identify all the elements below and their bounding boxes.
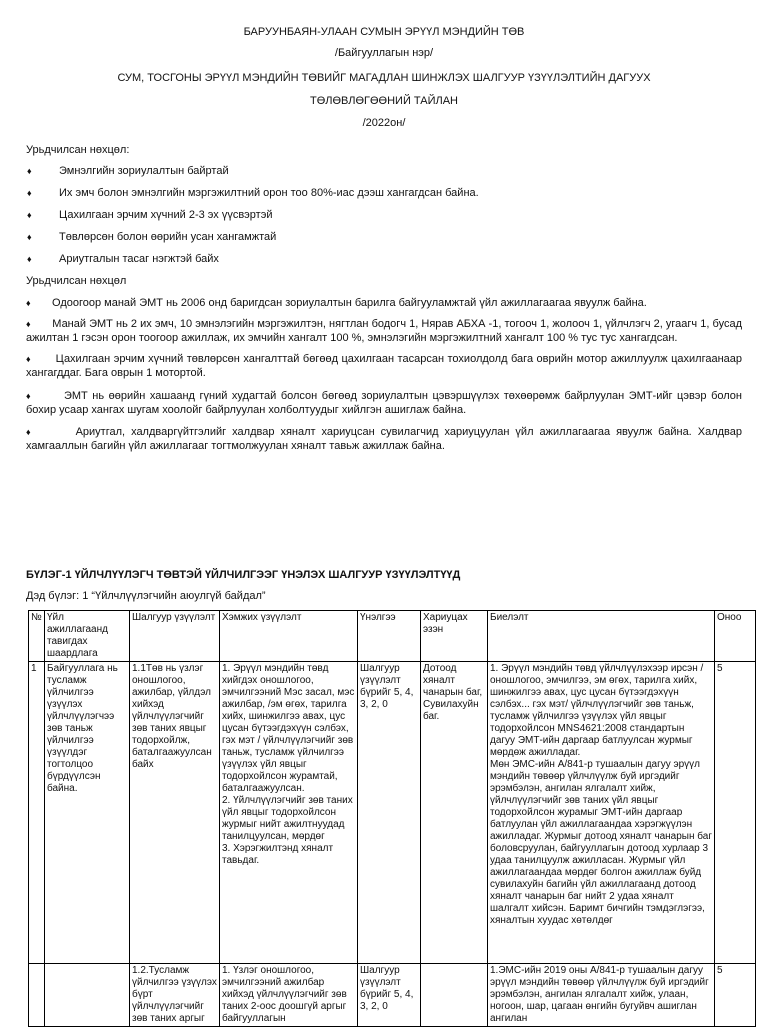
col-header-criteria: Шалгуур үзүүлэлт <box>130 611 220 662</box>
section-title: БҮЛЭГ-1 ҮЙЛЧЛҮҮЛЭГЧ ТӨВТЭЙ ҮЙЛЧИЛГЭЭГ ҮНЭЛЭХ ШАЛГУУР ҮЗҮҮЛЭЛТҮҮД <box>26 569 461 581</box>
bullet-icon: ♦ <box>27 232 32 242</box>
prereq2-item: Манай ЭМТ нь 2 их эмч, 10 эмнэлэгийн мэргэжилтэн, нягтлан бодогч 1, Нярав АБХА -1, тогооч 1, жолооч 1, үйлчлэгч 2, угаагч 1, бусад ажилтан 1 гэсэн орон тоогоор ажиллаж, их эмчийн хангалт 100 %, эмнэлэгийн мэргэжилтний хангалт 100 % тус тус хангагдсан. <box>26 318 742 344</box>
col-header-owner: Хариуцах эзэн <box>421 611 488 662</box>
col-header-score: Оноо <box>715 611 756 662</box>
prereq2-item: Одоогоор манай ЭМТ нь 2006 онд баригдсан зориулалтын барилга байгууламжтай үйл ажиллагаагаа явуулж байна. <box>52 297 647 309</box>
prereq2-title: Урьдчилсан нөхцөл <box>26 275 127 287</box>
prereq2-paragraph <box>26 352 742 380</box>
row-number: 1 <box>29 662 45 964</box>
row-rating: Шалгуур үзүүлэлт бүрийг 5, 4, 3, 2, 0 <box>358 964 421 1027</box>
row-requirement: Байгууллага нь тусламж үйлчилгээ үзүүлэх үйлчлүүлэгчээ зөв таньж үйлчилгээ үзүүлдэг тогтолцоо бүрдүүлсэн байна. <box>45 662 130 964</box>
prereq2-item: Цахилгаан эрчим хүчний төвлөрсөн хангалттай бөгөөд цахилгаан тасарсан тохиолдолд бага оврийн мотор ажиллуулж цахилгаанаар хангагддаг. Бага оврын 1 мотортой. <box>26 353 742 379</box>
prereq2-paragraph <box>26 389 742 417</box>
col-header-requirement: Үйл ажиллагаанд тавигдах шаардлага <box>45 611 130 662</box>
prereq-item: Эмнэлгийн зориулалтын байртай <box>59 165 229 177</box>
row-result: 1. Эрүүл мэндийн төвд үйлчлүүлэхээр ирсэн /оношлогоо, эмчилгээ, эм өгөх, тарилга хийх, шинжилгээ авах, цус цусан бүтээгдэхүүн сэлбэх... гэх мэт/ үйлчлүүлэгчийг зөв таньж, тусламж үйлчилгээ үзүүлэх үйл явцыг тодорхойлсон MNS4621:2008 стандартын дагуу ЭМТ-ийн даргаар батлуулсан журмыг мөрдөж ажилладаг. Мөн ЭМС-ийн А/841-р тушаалын дагуу эрүүл мэндийн төвөөр үйлчлүүлж буй иргэдийг эрэмбэлэн, ангилан ялгалалт хийж, үйлчлүүлэгчийг зөв таних үйл явцыг тодорхойлсон журамыг ЭМТ-ийн даргаар батлуулан үйл ажиллагаандаа хэрэгжүүлэн ажилладаг. Журмыг дотоод хяналт чанарын баг боловсруулан, байгууллагын дотоод хурлаар 3 удаа танилцуулж ажилласан. Журмыг үйл ажиллагаандаа мөрдөг болгон ажиллаж буйд сувилахуйн багийн үйл ажиллагаанд дотоод хяналт чанарын баг нийт 2 удаа хяналт шалгалт хийсэн. Баримт бичгийн тэмдэглэгээ, хяналтын хуудас хөтөлдөг <box>490 663 712 926</box>
table-row <box>29 662 756 964</box>
row-result: 1.ЭМС-ийн 2019 оны А/841-р тушаалын дагуу эрүүл мэндийн төвөөр үйлчлүүлж буй иргэдийг эрэмбэлэн, ангилан ялгалалт хийж, улаан, ногоон, шар, цагаан өнгийн бугуйвч ашиглан ангилан <box>488 964 715 1027</box>
prereq2-item: ЭМТ нь өөрийн хашаанд гүний худагтай болсон бөгөөд зориулалтын цэвэршүүлэх төхөөрөмж байрлуулан ЭМТ-ийг цэвэр болон бохир усаар хангах шугам хоолойг байрлуулан холболтуудыг хийлгэн ашиглаж байна. <box>26 390 742 416</box>
bullet-icon: ♦ <box>27 210 32 220</box>
section-subtitle: Дэд бүлэг: 1 “Үйлчлүүлэгчийн аюулгүй байдал” <box>26 590 266 602</box>
report-year: /2022он/ <box>362 117 406 129</box>
col-header-rating: Үнэлгээ <box>358 611 421 662</box>
prereq2-item: Ариутгал, халдваргүйтгэлийг халдвар хяналт хариуцсан сувилагчид хариуцуулан үйл ажиллагаагаа явуулж байна. Халдвар хамгааллын багийн үйл ажиллагааг тогтмолжуулан хяналт тавьж ажиллаж байна. <box>26 426 742 452</box>
row-criteria: 1.2.Тусламж үйлчилгээ үзүүлэх бүрт үйлчлүүлэгчийг зөв таних аргыг <box>130 964 220 1027</box>
row-requirement <box>45 964 130 1027</box>
row-owner: Дотоод хяналт чанарын баг, Сувилахуйн баг. <box>421 662 488 964</box>
prereq-item: Цахилгаан эрчим хүчний 2-3 эх үүсвэртэй <box>59 209 273 221</box>
row-score: 5 <box>715 964 756 1027</box>
row-measure: 1. Үзлэг оношлогоо, эмчилгээний ажилбар хийхэд үйлчлүүлэгчийг зөв таних 2-оос доошгүй аргыг байгууллагын <box>220 964 358 1027</box>
report-title-line-1: СУМ, ТОСГОНЫ ЭРҮҮЛ МЭНДИЙН ТӨВИЙГ МАГАДЛАН ШИНЖЛЭХ ШАЛГУУР ҮЗҮҮЛЭЛТИЙН ДАГУУХ <box>117 72 651 84</box>
row-rating: Шалгуур үзүүлэлт бүрийг 5, 4, 3, 2, 0 <box>358 662 421 964</box>
prereq-item: Ариутгалын тасаг нэгжтэй байх <box>59 253 219 265</box>
table-header-row <box>29 611 756 662</box>
prereq-title: Урьдчилсан нөхцөл: <box>26 144 130 156</box>
col-header-measure: Хэмжих үзүүлэлт <box>220 611 358 662</box>
org-subtitle: /Байгууллагын нэр/ <box>334 47 434 59</box>
prereq2-paragraph <box>26 296 742 310</box>
row-owner <box>421 964 488 1027</box>
bullet-icon: ♦ <box>27 188 32 198</box>
bullet-icon: ♦ <box>26 391 33 401</box>
row-criteria: 1.1Төв нь үзлэг оношлогоо, ажилбар, үйлдэл хийхэд үйлчлүүлэгчийг зөв таних явцыг тодорхойлж, баталгаажуулсан байх <box>130 662 220 964</box>
prereq-item: Төвлөрсөн болон өөрийн усан хангамжтай <box>59 231 277 243</box>
bullet-icon: ♦ <box>26 427 34 437</box>
bullet-icon: ♦ <box>26 298 31 308</box>
org-title: БАРУУНБАЯН-УЛААН СУМЫН ЭРҮҮЛ МЭНДИЙН ТӨВ <box>243 26 525 38</box>
bullet-icon: ♦ <box>27 166 32 176</box>
row-measure: 1. Эрүүл мэндийн төвд хийгдэх оношлогоо, эмчилгээний Мэс засал, мэс ажилбар, /эм өгөх, тарилга хийх, шинжилгээ авах, цус цусан бүтээгдэхүүн сэлбэх, гэх мэт / үйлчлүүлэгчийг зөв таньж, тусламж үйлчилгээ үзүүлэх үйл явцыг тодорхойлсон журамтай, баталгаажуулсан. 2. Үйлчлүүлэгчийг зөв таних үйл явцыг тодорхойлсон журмыг нийт ажилтнуудад танилцуулсан, мөрдөг 3. Хэрэгжилтэнд хяналт тавьдаг. <box>222 663 355 866</box>
prereq2-paragraph <box>26 317 742 345</box>
criteria-table <box>28 610 756 1027</box>
bullet-icon: ♦ <box>26 319 31 329</box>
table-row <box>29 964 756 1027</box>
report-title-line-2: ТӨЛӨВЛӨГӨӨНИЙ ТАЙЛАН <box>309 95 459 107</box>
col-header-result: Биелэлт <box>488 611 715 662</box>
row-number <box>29 964 45 1027</box>
bullet-icon: ♦ <box>26 354 32 364</box>
prereq2-paragraph <box>26 425 742 453</box>
row-score: 5 <box>715 662 756 964</box>
bullet-icon: ♦ <box>27 254 32 264</box>
col-header-number: № <box>29 611 45 662</box>
prereq-item: Их эмч болон эмнэлгийн мэргэжилтний орон тоо 80%-иас дээш хангагдсан байна. <box>59 187 479 199</box>
